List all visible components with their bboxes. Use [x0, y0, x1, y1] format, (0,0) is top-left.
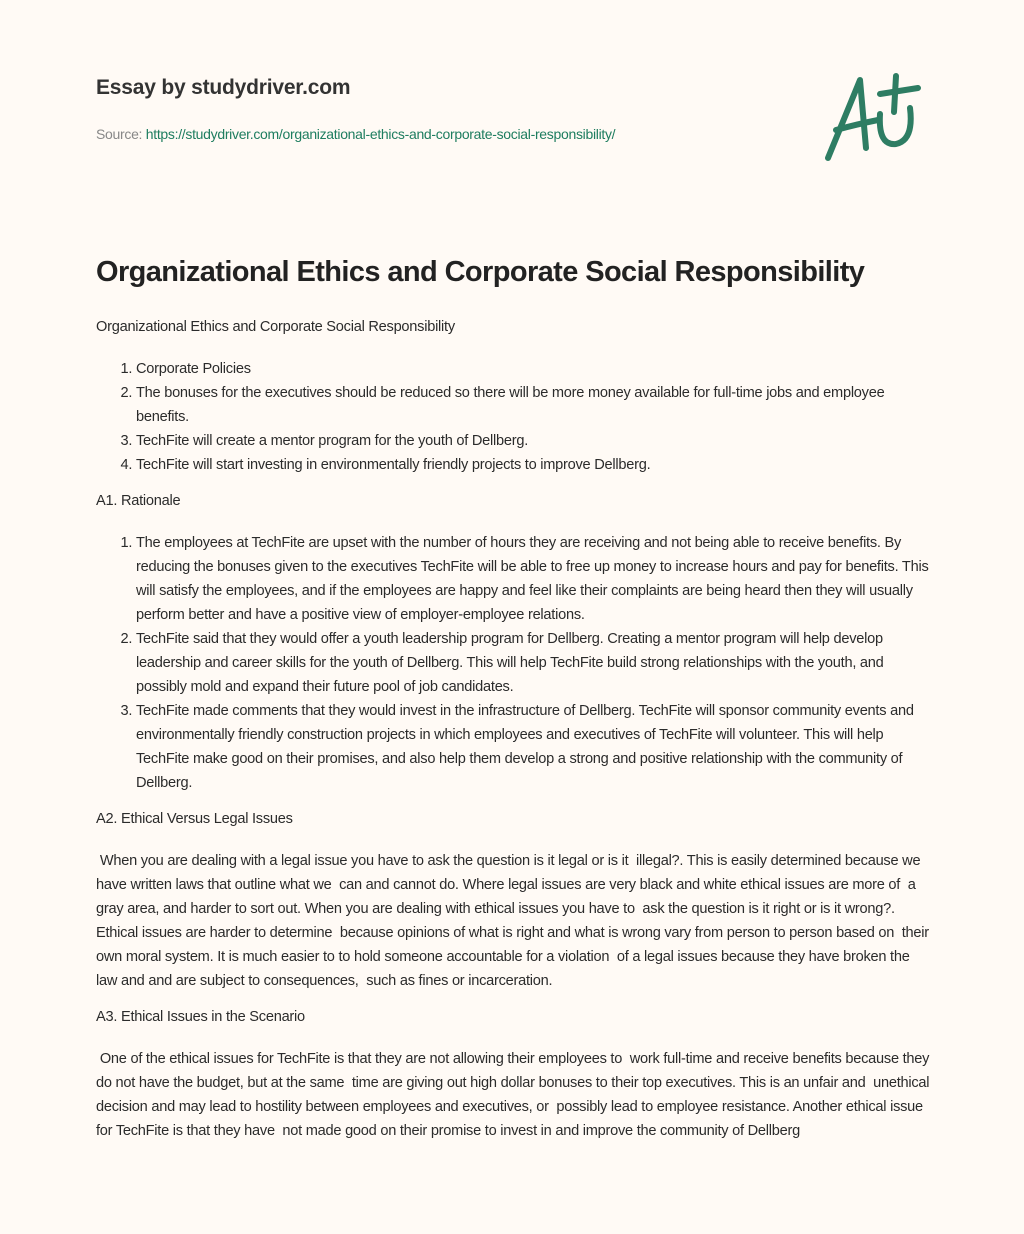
rationale-list [96, 531, 932, 795]
subtitle: Organizational Ethics and Corporate Social Responsibility [96, 319, 455, 335]
list-item: 4. TechFite will start investing in environmentally friendly projects to improve Dellberg. [136, 453, 932, 477]
paragraph-a3: One of the ethical issues for TechFite is that they are not allowing their employees to work full-time and receive benefits because they do not have the budget, but at the same time are giving out high dollar bonuses to their top executives. This is an unfair and unethical decision and may lead to hostility between employees and executives, or possibly lead to employee resistance. Another ethical issue for TechFite is that they have not made good on their promise to invest in and improve the community of Dellberg [96, 1051, 934, 1139]
source-link[interactable]: https://studydriver.com/organizational-ethics-and-corporate-social-responsibility/ [145, 126, 616, 142]
a-plus-logo-icon [818, 68, 928, 168]
list-item: 3. TechFite will create a mentor program for the youth of Dellberg. [136, 429, 932, 453]
list-item: 2. The bonuses for the executives should be reduced so there will be more money available for full-time jobs and employee benefits. [136, 381, 932, 429]
policies-list [96, 357, 932, 477]
source-line [96, 126, 615, 142]
list-item: 3. TechFite made comments that they would invest in the infrastructure of Dellberg. TechFite will sponsor community events and environmentally friendly construction projects in which employees and executives of TechFite will volunteer. This will help TechFite make good on their promises, and also help them develop a strong and positive relationship with the community of Dellberg. [136, 699, 932, 795]
list-item: 2. TechFite said that they would offer a youth leadership program for Dellberg. Creating a mentor program will help develop leadership and career skills for the youth of Dellberg. This will help TechFite build strong relationships with the youth, and possibly mold and expand their future pool of job candidates. [136, 627, 932, 699]
list-item: 1. Corporate Policies [136, 357, 932, 381]
brand-title: Essay by studydriver.com [96, 76, 351, 99]
page-title: Organizational Ethics and Corporate Social Responsibility [96, 256, 865, 288]
list-item: 1. The employees at TechFite are upset with the number of hours they are receiving and not being able to receive benefits. By reducing the bonuses given to the executives TechFite will be able to free up money to increase hours and pay for benefits. This will satisfy the employees, and if the employees are happy and feel like their complaints are being heard then they will usually perform better and have a positive view of employer-employee relations. [136, 531, 932, 627]
section-heading-a2: A2. Ethical Versus Legal Issues [96, 811, 293, 827]
section-heading-a3: A3. Ethical Issues in the Scenario [96, 1009, 305, 1025]
source-label: Source: [96, 126, 146, 142]
header [96, 76, 615, 142]
paragraph-a2: When you are dealing with a legal issue you have to ask the question is it legal or is it illegal?. This is easily determined because we have written laws that outline what we can and cannot do. Where legal issues are very black and white ethical issues are more of a gray area, and harder to sort out. When you are dealing with ethical issues you have to ask the question is it right or is it wrong?. Ethical issues are harder to determine because opinions of what is right and what is wrong vary from person to person based on their own moral system. It is much easier to to hold someone accountable for a violation of a legal issues because they have broken the law and and are subject to consequences, such as fines or incarceration. [96, 853, 933, 989]
section-heading-a1: A1. Rationale [96, 493, 181, 509]
essay-content [96, 256, 932, 1155]
